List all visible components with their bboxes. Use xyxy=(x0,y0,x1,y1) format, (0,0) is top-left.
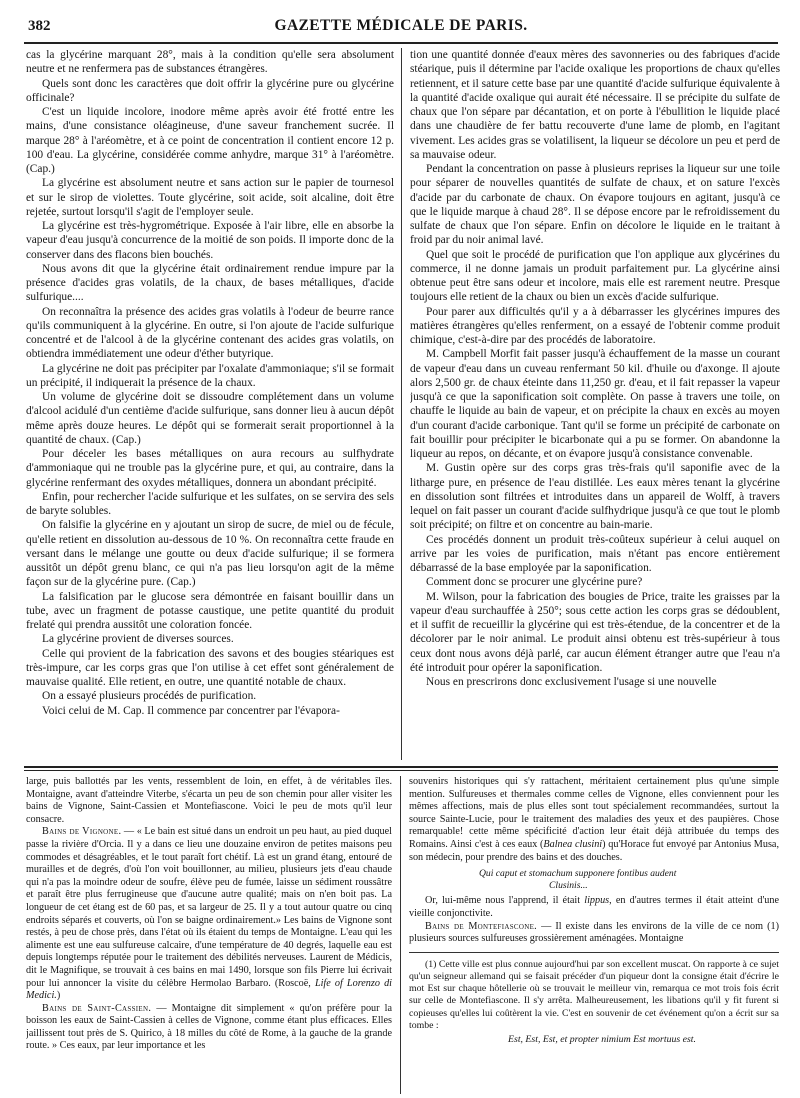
page-header xyxy=(24,12,778,44)
paragraph: Voici celui de M. Cap. Il commence par concentrer par l'évapora- xyxy=(42,704,340,717)
paragraph: Pendant la concentration on passe à plusieurs reprises la liqueur sur une toile pour séparer de nouvelles quantités de sulfate de chaux, et on sature l'excès d'acide par du carbonate de chaux. On évapore toujours en agitant, jusqu'à ce que le liquide marque à chaud 28°. Il se dépose encore par le refroidissement du sulfate de chaux que l'on sépare. Enfin on décolore le liquide en le traitant à froid par du noir animal lavé. xyxy=(410,163,780,247)
paragraph: On reconnaîtra la présence des acides gras volatils à l'odeur de beurre rance qu'ils communiquent à la glycérine. En outre, si l'on ajoute de l'acide sulfurique concentré et de l'alcool à de la glycérine contenant des acides gras volatils, on obtiendra immédiatement une odeur d'éther butyrique. xyxy=(26,305,394,361)
paragraph: Quels sont donc les caractères que doit offrir la glycérine pure ou glycérine officinale? xyxy=(26,77,394,104)
column-divider xyxy=(401,48,402,760)
section-heading: Bains de Vignone. xyxy=(42,826,122,838)
paragraph: cas la glycérine marquant 28°, mais à la condition qu'elle sera absolument neutre et ne renfermera pas de substances étrangères. xyxy=(26,49,394,76)
paragraph: Or, lui-même nous l'apprend, il était lippus, en d'autres termes il était atteint d'une vieille conjonctivite. xyxy=(409,895,779,919)
paragraph: Enfin, pour rechercher l'acide sulfurique et les sulfates, on se servira des sels de baryte solubles. xyxy=(26,490,394,517)
paragraph: tion une quantité donnée d'eaux mères des savonneries ou des fabriques d'acide stéarique, puis il détermine par l'acide oxalique les proportions de chaux qu'elles retiennent, et il sature cette base par une quantité d'acide sulfurique équivalente à la quantité d'acide oxalique qui aurait été nécessaire. Il se précipite du sulfate de chaux que l'on sépare par décantation, et on porte à l'ébullition le liquide placé dans une chaudière de fer battu recouverte d'une lame de plomb, en l'agitant vivement. Les acides gras se volatilisent, la liqueur se décolore un peu et perd de sa mauvaise odeur. xyxy=(410,49,780,161)
paragraph: La falsification par le glucose sera démontrée en faisant bouillir dans un tube, avec un fragment de potasse caustique, une petite quantité du produit frelaté qui prendra aussitôt une coloration foncée. xyxy=(26,590,394,631)
section-heading: Bains de Saint-Cassien. xyxy=(42,1002,152,1014)
paragraph: large, puis ballottés par les vents, ressemblent de loin, en effet, à de véritables îles. Montaigne, avant d'atteindre Viterbe, s'écarta un peu de son chemin pour aller visiter les bains de Vignone, Saint-Cassien et Montefiascone. Voici le peu de mots qu'il leur consacre. xyxy=(26,776,392,825)
page-number: 382 xyxy=(28,18,51,34)
paragraph: Quel que soit le procédé de purification que l'on applique aux glycérines du commerce, il ne donne jamais un produit parfaitement pur. La glycérine ainsi obtenue peut être sans odeur et incolore, mais elle est rarement neutre. Presque toujours elle retient de la chaux ou bien un excès d'acide sulfurique. xyxy=(410,248,780,304)
paragraph: M. Wilson, pour la fabrication des bougies de Price, traite les graisses par la vapeur d'eau surchauffée à 250°; sous cette action les corps gras se dédoublent, et il suffit de recueillir la glycérine qui est très-étendue, de la concentrer et de la décolorer par le noir animal. Le produit ainsi obtenu est très-supérieur à tous ceux dont nous avons déjà parlé, car aucun élément étranger autre que l'eau n'a été introduit pour opérer la saponification. xyxy=(410,590,780,674)
paragraph: Ces procédés donnent un produit très-coûteux supérieur à celui auquel on arrive par les voies de purification, mais n'étant pas encore entièrement débarrassé de la base employée par la saponification. xyxy=(410,533,780,574)
footnote: (1) Cette ville est plus connue aujourd'hui par son excellent muscat. On rapporte à ce sujet qu'un seigneur allemand qui se faisait précéder d'un piqueur dont la consigne était d'écrire le mot Est sur chaque hôtellerie où se trouvait le meilleur vin, remarqua ce mot trois fois écrit sur celle de Montefiascone. Il s'y arrêta. Malheureusement, les libations qu'il y fit furent si copieuses qu'elles lui coûtèrent la vie. C'est en souvenir de cet événement qu'on a écrit sur sa tombe : Est, Est, Est, et propter nimium Est mortuus est. xyxy=(409,958,779,1045)
column-divider xyxy=(400,776,401,1094)
upper-left-column xyxy=(26,48,394,760)
section-divider-thin xyxy=(24,770,778,771)
feuilleton-right-column xyxy=(409,776,779,1094)
epitaph: Est, Est, Est, et propter nimium Est mortuus est. xyxy=(508,1033,696,1045)
upper-right-column xyxy=(410,48,780,760)
paragraph: On falsifie la glycérine en y ajoutant un sirop de sucre, de miel ou de fécule, qu'elle retient en dissolution au-dessous de 10 %. On reconnaîtra cette fraude en versant dans le mélange une goutte ou deux d'acide sulfurique; il se formera aussitôt un dépôt grenu blanc, ce qui n'a pas lieu lorsqu'on agit de la même façon sur de la glycérine pure. (Cap.) xyxy=(26,519,394,589)
paragraph: Bains de Vignone. — « Le bain est situé dans un endroit un peu haut, au pied duquel passe la rivière d'Orcia. Il y a dans ce lieu une douzaine environ de petites maisons peu commodes et désagréables, et le tout paraît fort chétif. Là est un grand étang, entouré de murailles et de degrés, d'où l'on voit bouillonner, au milieu, plusieurs jets d'eau chaude qui n'a pas la moindre odeur de soufre, élève peu de fumée, laisse un sédiment roussâtre et paraît être plus ferrugineuse que d'aucune autre qualité; mais on n'en boit pas. La longueur de cet étang est de 60 pas, et sa largeur de 25. Il y a tout autour quatre ou cinq endroits séparés et couverts, où l'on se baigne ordinairement.» Les bains de Vignone sont restés, à peu de chose près, dans l'état où ils étaient du temps de Montaigne. L'eau qui les alimente est une eau sulfureuse calcaire, d'une température de 40 degrés, laquelle eau est depuis longtemps réputée pour le traitement des débilités nerveuses. Laurent de Médicis, dit le Magnifique, se trouvait à ces bains en mai 1490, lorsque son fils Pierre lui écrivait pour lui annoncer la visite du célèbre Hermolao Barbaro. (Roscoë, Life of Lorenzo di Medici.) xyxy=(26,826,392,1002)
section-divider xyxy=(24,766,778,768)
paragraph: M. Gustin opère sur des corps gras très-frais qu'il saponifie avec de la litharge pure, en présence de l'eau distillée. Les eaux mères tenant la glycérine en dissolution sont filtrées et introduites dans un appareil de Wolff, à travers lequel on fait passer un courant d'acide sulfhydrique jusqu'à ce que tout le plomb soit précipité; on filtre et on concentre au bain-marie. xyxy=(410,462,780,532)
paragraph: Nous en prescrirons donc exclusivement l'usage si une nouvelle xyxy=(426,676,717,688)
latin-quotation: Qui caput et stomachum supponere fontibus audent Clusinis... xyxy=(479,868,677,891)
paragraph: Celle qui provient de la fabrication des savons et des bougies stéariques est très-impure, car les corps gras que l'on utilise à cet effet sont généralement de mauvaise qualité. Elle retient, en outre, une quantité notable de chaux. xyxy=(26,647,394,688)
paragraph: Bains de Montefiascone. — Il existe dans les environs de la ville de ce nom (1) plusieurs sources sulfureuses grossièrement aménagées. Montaigne xyxy=(409,920,779,945)
paragraph: La glycérine ne doit pas précipiter par l'oxalate d'ammoniaque; s'il se formait un précipité, il indiquerait la présence de la chaux. xyxy=(26,362,394,389)
paragraph: Bains de Saint-Cassien. — Montaigne dit simplement « qu'on préfère pour la boisson les eaux de Saint-Cassien à celles de Vignone, comme étant plus efficaces. Elles jaillissent tout près de S. Quirico, à 18 milles du côté de Rome, à la gauche de la grande route. » Ces eaux, par leur importance et les xyxy=(26,1002,392,1052)
paragraph: La glycérine est absolument neutre et sans action sur le papier de tournesol et sur le sirop de violettes. Toute glycérine, soit acide, soit alcaline, doit être rejetée, surtout lorsqu'il s'agit de l'employer seule. xyxy=(26,177,394,218)
journal-title: GAZETTE MÉDICALE DE PARIS. xyxy=(274,17,528,34)
paragraph: La glycérine est très-hygrométrique. Exposée à l'air libre, elle en absorbe la vapeur d'eau jusqu'à concurrence de la moitié de son poids. Il importe donc de la conserver dans des flacons bien bouchés. xyxy=(26,220,394,261)
feuilleton-left-column xyxy=(26,776,392,1094)
paragraph: La glycérine provient de diverses sources. xyxy=(42,633,234,646)
footnote-divider xyxy=(409,952,779,953)
paragraph: On a essayé plusieurs procédés de purification. xyxy=(42,690,257,703)
section-heading: Bains de Montefiascone. xyxy=(425,920,538,932)
paragraph: souvenirs historiques qui s'y rattachent, méritaient certainement plus qu'une simple mention. Sulfureuses et thermales comme celles de Vignone, elles conviennent pour les mêmes affections, mais de plus elles sont tout spécialement recommandées, surtout la source Sainte-Lucie, pour le traitement des maladies des yeux et des paupières. Chose remarquable! cette même spécificité d'action leur était déjà attribuée du temps des Romains. Ainsi c'est à ces eaux (Balnea clusini) qu'Horace fut envoyé par Antonius Musa, son médecin, pour prendre des bains et des douches. xyxy=(409,776,779,863)
paragraph: Pour parer aux difficultés qu'il y a à débarrasser les glycérines impures des matières étrangères qu'elles renferment, on a essayé de l'obtenir comme produit chimique, c'est-à-dire par des procédés de laboratoire. xyxy=(410,305,780,346)
paragraph: Nous avons dit que la glycérine était ordinairement rendue impure par la présence d'acides gras volatils, de la chaux, de bases métalliques, d'acide sulfurique.... xyxy=(26,262,394,304)
paragraph: Un volume de glycérine doit se dissoudre complétement dans un volume d'alcool acidulé d'un centième d'acide sulfurique, sans donner lieu à aucun dépôt même après douze heures. Le dépôt qui se formerait serait proportionnel à la quantité de chaux. (Cap.) xyxy=(26,391,394,446)
paragraph: Pour déceler les bases métalliques on aura recours au sulfhydrate d'ammoniaque qui ne trouble pas la glycérine pure, et qui, au contraire, dans la glycérine renfermant des oxydes métalliques, donnera un abondant précipité. xyxy=(26,448,394,489)
book-reference: Life of Lorenzo di Medici. xyxy=(26,977,392,1002)
paragraph: Comment donc se procurer une glycérine pure? xyxy=(426,576,643,589)
paragraph: M. Campbell Morfit fait passer jusqu'à échauffement de la masse un courant de vapeur d'eau dans un cuveau renfermant 50 kil. d'huile ou d'axonge. Il ajoute alors 2,500 gr. de chaux éteinte dans 11,250 gr. d'eau, et il fait repasser la vapeur jusqu'à ce que la saponification soit complète. On passe à travers une toile, on chauffe le liquide au bain de vapeur, et on précipite la chaux en excès au moyen d'un courant d'acide carbonique. Tant qu'il se forme un précipité de carbonate on fait bouillir pour précipiter le bicarbonate qui a pu se former. On abandonne la liqueur au repos, on décante, et on évapore jusqu'à consistance convenable. xyxy=(410,348,780,460)
paragraph: C'est un liquide incolore, inodore même après avoir été frotté entre les mains, d'une consistance oléagineuse, d'une saveur franchement sucrée. Il marque 28° à l'aréomètre, et à ce point de concentration il contient encore 12 p. 100 d'eau. La glycérine, considérée comme anhydre, marque 31° à l'aréomètre. (Cap.) xyxy=(26,106,394,175)
